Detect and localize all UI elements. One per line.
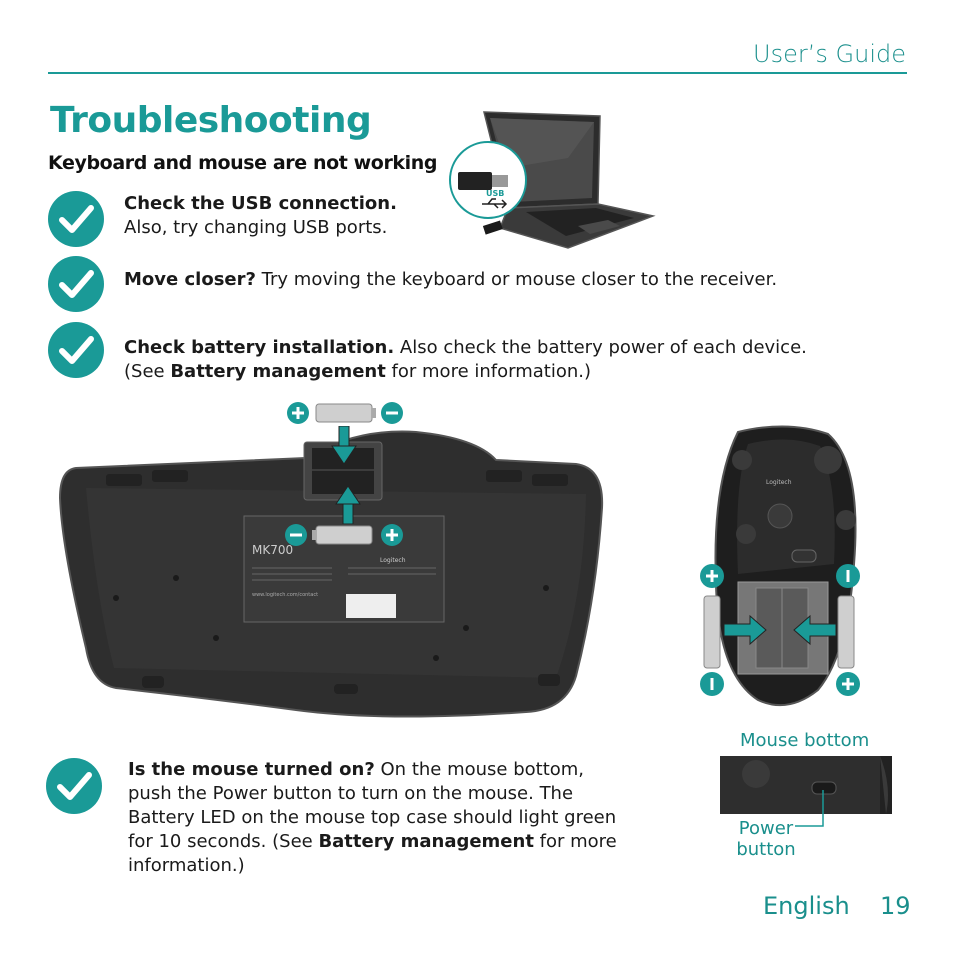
keyboard-url-label: www.logitech.com/contact (252, 592, 319, 598)
arrow-left-icon (794, 616, 836, 644)
keyboard-bottom-battery (284, 520, 406, 550)
page-subtitle: Keyboard and mouse are not working (48, 152, 438, 174)
tip-move-closer-bold: Move closer? (124, 269, 256, 290)
mouse-brand-label: Logitech (766, 479, 792, 486)
tip-battery-text2: for more information.) (385, 361, 591, 382)
usb-label: USB (486, 189, 505, 198)
tip-battery (124, 336, 844, 384)
check-icon (48, 191, 104, 247)
tip-usb-text: Also, try changing USB ports. (124, 217, 388, 238)
guide-label: User’s Guide (753, 40, 906, 68)
laptop-illustration (448, 108, 658, 253)
keyboard-top-battery (286, 398, 406, 428)
power-button-label (734, 818, 798, 860)
check-icon (48, 322, 104, 378)
power-button-line2: button (736, 839, 796, 860)
tip-mouse-on-bold: Is the mouse turned on? (128, 759, 375, 780)
tip-usb (124, 192, 424, 240)
keyboard-brand-label: Logitech (380, 557, 406, 564)
tip-battery-text: Also check the battery power of each device. (See (124, 337, 807, 382)
footer-language: English (763, 892, 850, 920)
tip-usb-bold: Check the USB connection. (124, 193, 397, 214)
check-icon (48, 256, 104, 312)
tip-mouse-on (128, 758, 628, 878)
header-rule (48, 72, 907, 74)
tip-mouse-on-text2: for more information.) (128, 831, 617, 876)
tip-mouse-on-text: On the mouse bottom, push the Power button to turn on the mouse. The Battery LED on the mouse top case should light green for 10 seconds. (See (128, 759, 617, 852)
arrow-up-icon (334, 484, 362, 524)
tip-mouse-on-link: Battery management (318, 831, 534, 852)
arrow-down-icon (330, 426, 358, 466)
keyboard-model-label: MK700 (252, 543, 294, 557)
usb-receiver-icon (458, 172, 492, 190)
tip-move-closer-text: Try moving the keyboard or mouse closer to the receiver. (255, 269, 778, 290)
tip-battery-bold: Check battery installation. (124, 337, 395, 358)
power-button-line1: Power (738, 818, 794, 839)
page-title: Troubleshooting (50, 100, 372, 141)
mouse-bottom-caption: Mouse bottom (740, 730, 870, 751)
tip-move-closer (124, 268, 844, 292)
mouse-batteries (698, 562, 864, 700)
callout-line (793, 788, 827, 830)
check-icon (46, 758, 102, 814)
footer-page-number: 19 (880, 892, 911, 920)
arrow-right-icon (724, 616, 766, 644)
tip-battery-link: Battery management (170, 361, 386, 382)
